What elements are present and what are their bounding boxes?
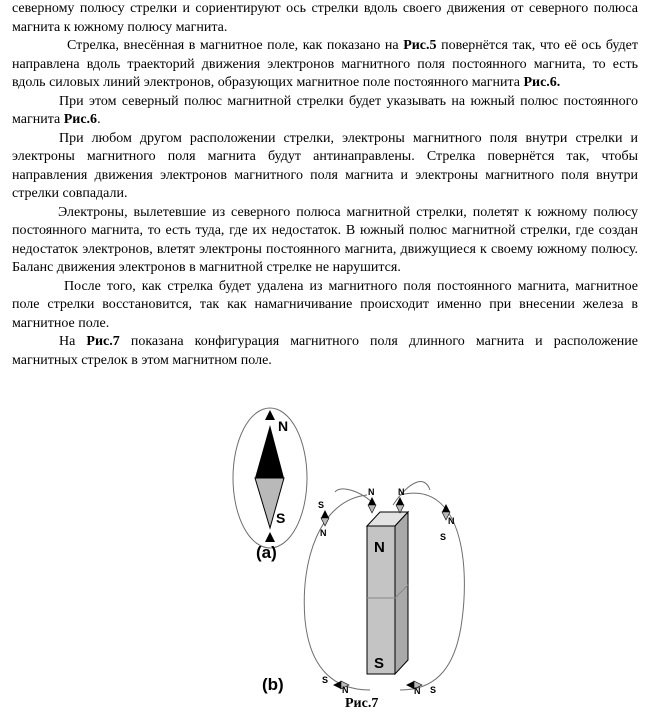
figure-reference: Рис.6 [63, 112, 98, 127]
figure-svg [0, 405, 652, 713]
svg-text:N: N [448, 516, 455, 526]
svg-text:S: S [322, 675, 329, 685]
field-line-left [304, 495, 370, 690]
figure-reference: Рис.5 [403, 38, 437, 53]
needle-top-right [396, 487, 405, 513]
figure-reference: Рис.7 [86, 334, 120, 349]
paragraph-text: показана конфигурация магнитного поля длинного магнита и расположение магнитных стрелок в этом магнитном поле. [12, 334, 638, 368]
svg-text:N: N [368, 487, 375, 497]
paragraph [12, 130, 638, 204]
needle-bottom-right [406, 681, 436, 696]
svg-text:S: S [430, 685, 437, 695]
arrow-icon [265, 532, 275, 542]
paragraph-text: . [97, 112, 101, 127]
svg-text:N: N [414, 686, 421, 696]
svg-text:S: S [318, 500, 325, 510]
needle-south-label: S [276, 510, 286, 526]
figure-rис7 [0, 405, 652, 713]
magnet-north-label: N [374, 539, 385, 556]
paragraph [12, 204, 638, 278]
paragraph [12, 37, 638, 93]
paragraph-text: При этом северный полюс магнитной стрелки будет указывать на южный полюс постоянного магнита [12, 93, 638, 127]
paragraph [12, 93, 638, 130]
panel-a-label: (a) [256, 543, 277, 562]
svg-text:N: N [398, 487, 405, 497]
paragraph [12, 333, 638, 370]
paragraph-text: После того, как стрелка будет удалена из магнитного поля постоянного магнита, магнитное поле стрелки восстановится, так как намагничивание происходит именно при внесении железа в магнитное поле. [12, 278, 638, 331]
needle-upper-right-outer [440, 504, 455, 542]
paragraph-text: При любом другом расположении стрелки, электроны магнитного поля внутри стрелки и электроны магнитного поля магнита будут антинаправлены. Стрелка повернётся так, чтобы направления движения электронов магнитного поля магнита и электроны магнитного поля внутри стрелки совпадали. [12, 130, 638, 201]
needle-north-label: N [278, 418, 289, 434]
paragraph [12, 0, 638, 37]
svg-text:N: N [342, 685, 349, 695]
needle-bottom-left [322, 675, 349, 695]
needle-upper-left-outer [318, 500, 329, 538]
paragraph-text: Электроны, вылетевшие из северного полюса магнитной стрелки, полетят к южному полюсу постоянного магнита, то есть туда, где их недостаток. В южный полюс магнитной стрелки, где создан недостаток электронов, влетят электроны постоянного магнита, движущиеся к своему южному полюсу. Баланс движения электронов в магнитной стрелке не нарушится. [12, 204, 638, 275]
svg-text:S: S [440, 532, 447, 542]
arrow-icon [265, 410, 275, 420]
magnet-side-face [395, 512, 408, 674]
paragraph-text: повернётся так, что её ось будет направлена вдоль траекторий движения электронов магнитного поля постоянного магнита, то есть вдоль силовых линий электронов, образующих магнитное поле постоянного магнита [12, 38, 638, 90]
panel-a-needle-diagram [233, 408, 307, 562]
paragraph-text: На [59, 334, 87, 349]
panel-b-magnet-diagram [262, 482, 464, 711]
paragraph-text: Стрелка, внесённая в магнитное поле, как показано на [67, 38, 404, 53]
field-line-right [400, 493, 464, 690]
paragraph [12, 278, 638, 334]
figure-caption: Рис.7 [345, 696, 379, 711]
document-body [12, 0, 638, 370]
svg-text:N: N [320, 528, 327, 538]
magnet-south-label: S [374, 655, 385, 672]
paragraph-text: северному полюсу стрелки и сориентируют ось стрелки вдоль своего движения от северного полюса магнита к южному полюсу магнита. [12, 1, 638, 35]
figure-reference: Рис.6. [523, 75, 561, 90]
panel-b-label: (b) [262, 675, 284, 694]
